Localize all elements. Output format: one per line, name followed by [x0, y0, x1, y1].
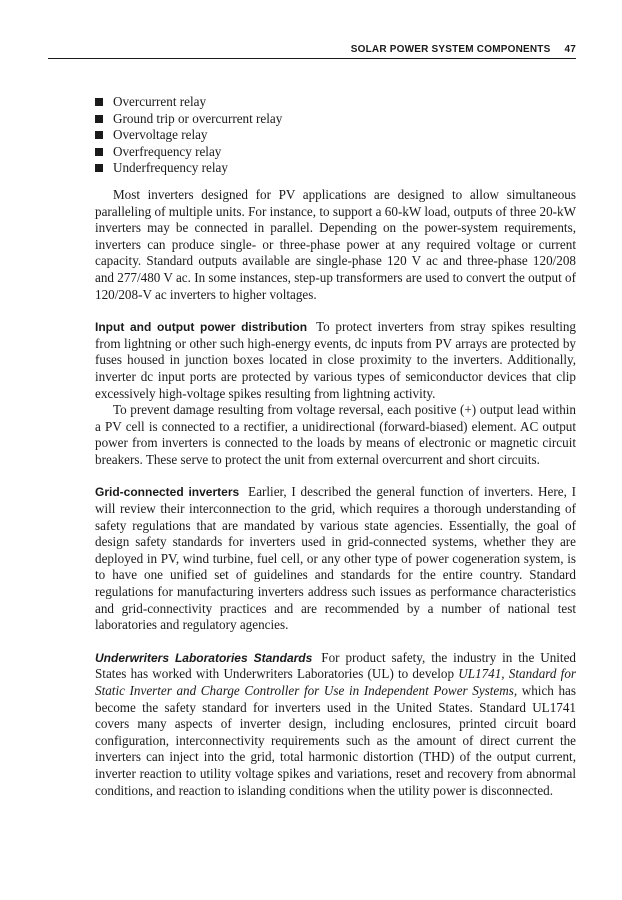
list-item — [95, 94, 576, 111]
list-item-text: Underfrequency relay — [113, 160, 228, 176]
list-item — [95, 111, 576, 128]
grid-connected-text: Earlier, I described the general function of inverters. Here, I will review their interconnection to the grid, which requires a thorough understanding of safety regulations that are mandated by various state agencies. Essentially, the goal of design safety standards for inverters used in grid-connected systems, whether they are deployed in PV, wind turbine, fuel cell, or any other type of power cogeneration system, is to have one unified set of guidelines and standards for the entire country. Standard regulations for manufacturing inverters address such issues as performance characteristics and grid-connectivity practices and are recommended by a number of national test laboratories and regulatory agencies. — [95, 484, 576, 633]
list-item-text: Ground trip or overcurrent relay — [113, 110, 283, 126]
list-item — [95, 160, 576, 177]
ul-text-before: For product safety, the industry in the United States has worked with Underwriters Laboratories (UL) to develop — [95, 649, 576, 682]
ul-standards-paragraph — [95, 650, 576, 799]
relay-bullet-list — [95, 94, 576, 177]
grid-connected-paragraph — [95, 484, 576, 633]
section-heading-grid-connected: Grid-connected inverters — [95, 485, 240, 500]
list-item-text: Overvoltage relay — [113, 127, 208, 143]
square-bullet-icon — [95, 148, 103, 156]
page-number: 47 — [564, 44, 576, 55]
list-item — [95, 127, 576, 144]
square-bullet-icon — [95, 98, 103, 106]
ul-text-after: which has become the safety standard for inverters used in the United States. Standard UL1741 covers many aspects of inverter design, including enclosures, printed circuit board configuration, interconnectivity requirements such as the amount of direct current the inverters can inject into the grid, total harmonic distortion (THD) of the output current, inverter reaction to utility voltage spikes and variations, reset and recovery from abnormal conditions, and reaction to islanding conditions when the utility power is disconnected. — [95, 683, 576, 798]
page-body — [95, 94, 576, 799]
section-heading-ul-standards: Underwriters Laboratories Standards — [95, 650, 313, 665]
square-bullet-icon — [95, 131, 103, 139]
section-heading-input-output: Input and output power distribution — [95, 320, 308, 335]
input-output-text: To protect inverters from stray spikes resulting from lightning or other such high-energy events, dc inputs from PV arrays are protected by fuses housed in junction boxes located in close proximity to the inverters. Additionally, inverter dc input ports are protected by various types of semiconductor devices that clip excessively high-voltage spikes resulting from lightning activity. — [95, 319, 576, 401]
input-output-paragraph — [95, 319, 576, 402]
list-item — [95, 144, 576, 161]
square-bullet-icon — [95, 115, 103, 123]
running-head-title: SOLAR POWER SYSTEM COMPONENTS — [350, 44, 551, 55]
page-header — [48, 44, 576, 59]
inverters-intro-paragraph: Most inverters designed for PV applications are designed to allow simultaneous paralleling of multiple units. For instance, to support a 60-kW load, outputs of three 20-kW inverters may be connected in parallel. Depending on the power-system requirements, inverters can produce single- or three-phase power at any required voltage or current capacity. Standard outputs available are single-phase 120 V ac and three-phase 120/208 and 277/480 V ac. In some instances, step-up transformers are used to convert the output of 120/208-V ac inverters to higher voltages. — [95, 186, 576, 302]
list-item-text: Overfrequency relay — [113, 143, 222, 159]
ul1741-standard-title: UL1741, Standard for Static Inverter and Charge Controller for Use in Independent Power Systems, — [95, 666, 576, 698]
square-bullet-icon — [95, 164, 103, 172]
list-item-text: Overcurrent relay — [113, 94, 207, 109]
voltage-reversal-paragraph: To prevent damage resulting from voltage reversal, each positive (+) output lead within a PV cell is connected to a rectifier, a unidirectional (forward-biased) element. AC output power from inverters is connected to the loads by means of electronic or magnetic circuit breakers. These serve to protect the unit from external overcurrent and short circuits. — [95, 402, 576, 467]
